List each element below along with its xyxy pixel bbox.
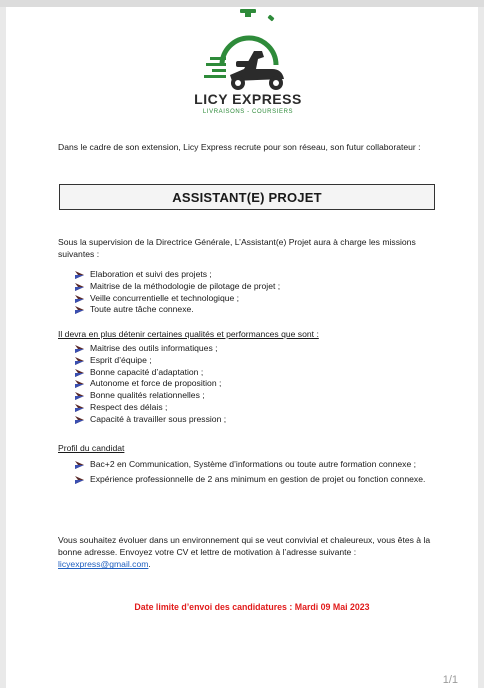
arrow-bullet-icon (74, 305, 85, 315)
missions-intro: Sous la supervision de la Directrice Générale, L’Assistant(e) Projet aura à charge les missions suivantes : (58, 237, 416, 259)
list-item: Toute autre tâche connexe. (74, 304, 434, 316)
document-page (6, 7, 478, 688)
qualities-heading: Il devra en plus détenir certaines qualités et performances que sont : (58, 329, 319, 339)
arrow-bullet-icon (74, 282, 85, 292)
arrow-bullet-icon (74, 379, 85, 389)
list-item: Maitrise de la méthodologie de pilotage de projet ; (74, 281, 434, 293)
arrow-bullet-icon (74, 475, 85, 485)
list-item: Bac+2 en Communication, Système d’informations ou toute autre formation connexe ; (74, 459, 434, 471)
job-title: ASSISTANT(E) PROJET (172, 189, 322, 205)
list-item: Autonome et force de proposition ; (74, 378, 434, 390)
arrow-bullet-icon (74, 270, 85, 280)
list-item: Respect des délais ; (74, 402, 434, 414)
arrow-bullet-icon (74, 294, 85, 304)
list-item: Bonne qualités relationnelles ; (74, 390, 434, 402)
arrow-bullet-icon (74, 368, 85, 378)
intro-paragraph: Dans le cadre de son extension, Licy Express recrute pour son réseau, son futur collaborateur : (58, 142, 421, 152)
brand-tagline: LIVRAISONS - COURSIERS (202, 109, 294, 115)
job-title-box (59, 184, 435, 210)
email-link[interactable]: licyexpress@gmail.com (58, 559, 149, 570)
missions-list (74, 269, 434, 316)
viewer-top-bar (0, 0, 484, 7)
page-counter: 1/1 (442, 674, 458, 686)
list-item: Maitrise des outils informatiques ; (74, 343, 434, 355)
arrow-bullet-icon (74, 460, 85, 470)
arrow-bullet-icon (74, 391, 85, 401)
arrow-bullet-icon (74, 344, 85, 354)
profile-list (74, 459, 434, 486)
arrow-bullet-icon (74, 403, 85, 413)
brand-name: LICY EXPRESS (194, 91, 302, 107)
list-item: Elaboration et suivi des projets ; (74, 269, 434, 281)
list-item: Capacité à travailler sous pression ; (74, 414, 434, 426)
list-item: Veille concurrentielle et technologique ; (74, 293, 434, 305)
qualities-list (74, 343, 434, 426)
company-logo (192, 7, 304, 119)
stopwatch-scooter-logo-icon (192, 7, 304, 119)
list-item: Esprit d’équipe ; (74, 355, 434, 367)
arrow-bullet-icon (74, 415, 85, 425)
deadline-notice: Date limite d’envoi des candidatures : Mardi 09 Mai 2023 (134, 602, 370, 612)
list-item: Expérience professionnelle de 2 ans minimum en gestion de projet ou fonction connexe. (74, 474, 434, 486)
list-item: Bonne capacité d’adaptation ; (74, 367, 434, 379)
arrow-bullet-icon (74, 356, 85, 366)
profile-heading: Profil du candidat (58, 443, 125, 453)
closing-paragraph: Vous souhaitez évoluer dans un environnement qui se veut convivial et chaleureux, vous êtes à la bonne adresse. Envoyez votre CV et lettre de motivation à l’adresse suivante : licyexpress@gmail.com. (58, 535, 431, 570)
